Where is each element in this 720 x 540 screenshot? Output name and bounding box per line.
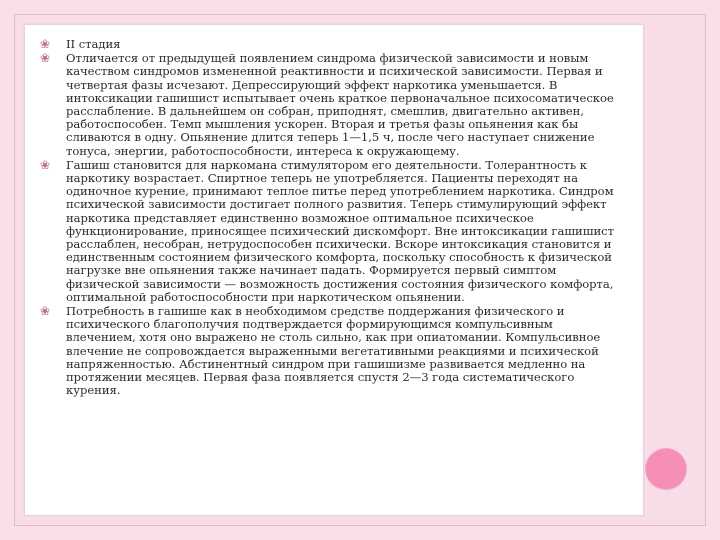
bullet-text: Потребность в гашише как в необходимом средстве поддержания физического и психического благополучия подтверждается формирующимся компульсивным влечением, хотя оно выражено не столь сильно, как при опиатомании. Компульсивное влечение не сопровождается выраженными вегетативными реакциями и психической напряженностью. Абстинентный синдром при гашишизме развивается медленно на протяжении месяцев. Первая фаза появляется спустя 2—3 года систематического курения. bbox=[66, 304, 601, 398]
bullet-item-3 bbox=[38, 305, 618, 397]
bullet-list bbox=[38, 38, 618, 397]
flower-bullet-icon: ❀ bbox=[40, 304, 51, 319]
bullet-item-title bbox=[38, 38, 618, 51]
bullet-text: II стадия bbox=[66, 37, 121, 51]
flower-bullet-icon: ❀ bbox=[40, 51, 51, 66]
bullet-item-1 bbox=[38, 52, 618, 158]
bullet-text: Отличается от предыдущей появлением синдрома физической зависимости и новым качеством синдромов измененной реактивности и психической зависимости. Первая и четвертая фазы исчезают. Депрессирующий эффект наркотика уменьшается. В интоксикации гашишист испытывает очень краткое первоначальное психосоматическое расслабление. В дальнейшем он собран, приподнят, смешлив, двигательно активен, работоспособен. Темп мышления ускорен. Вторая и третья фазы опьянения как бы сливаются в одну. Опьянение длится теперь 1—1,5 ч, после чего наступает снижение тонуса, энергии, работоспособности, интереса к окружающему. bbox=[66, 51, 614, 158]
flower-bullet-icon: ❀ bbox=[40, 37, 51, 51]
decorative-circle bbox=[646, 449, 686, 489]
slide-content bbox=[38, 38, 618, 512]
flower-bullet-icon: ❀ bbox=[40, 157, 51, 172]
bullet-item-2 bbox=[38, 159, 618, 304]
bullet-text: Гашиш становится для наркомана стимулятором его деятельности. Толерантность к наркотику возрастает. Спиртное теперь не употребляется. Пациенты переходят на одиночное курение, принимают теплое питье перед употреблением наркотика. Синдром психической зависимости достигает полного развития. Теперь стимулирующий эффект наркотика представляет единственно возможное оптимальное психическое функционирование, приносящее психический дискомфорт. Вне интоксикации гашишист расслаблен, несобран, нетрудоспособен психически. Вскоре интоксикация становится и единственным состоянием физического комфорта, поскольку способность к физической нагрузке вне опьянения также начинает падать. Формируется первый симптом физической зависимости — возможность достижения состояния физического комфорта, оптимальной работоспособности при наркотическом опьянении. bbox=[66, 157, 614, 304]
